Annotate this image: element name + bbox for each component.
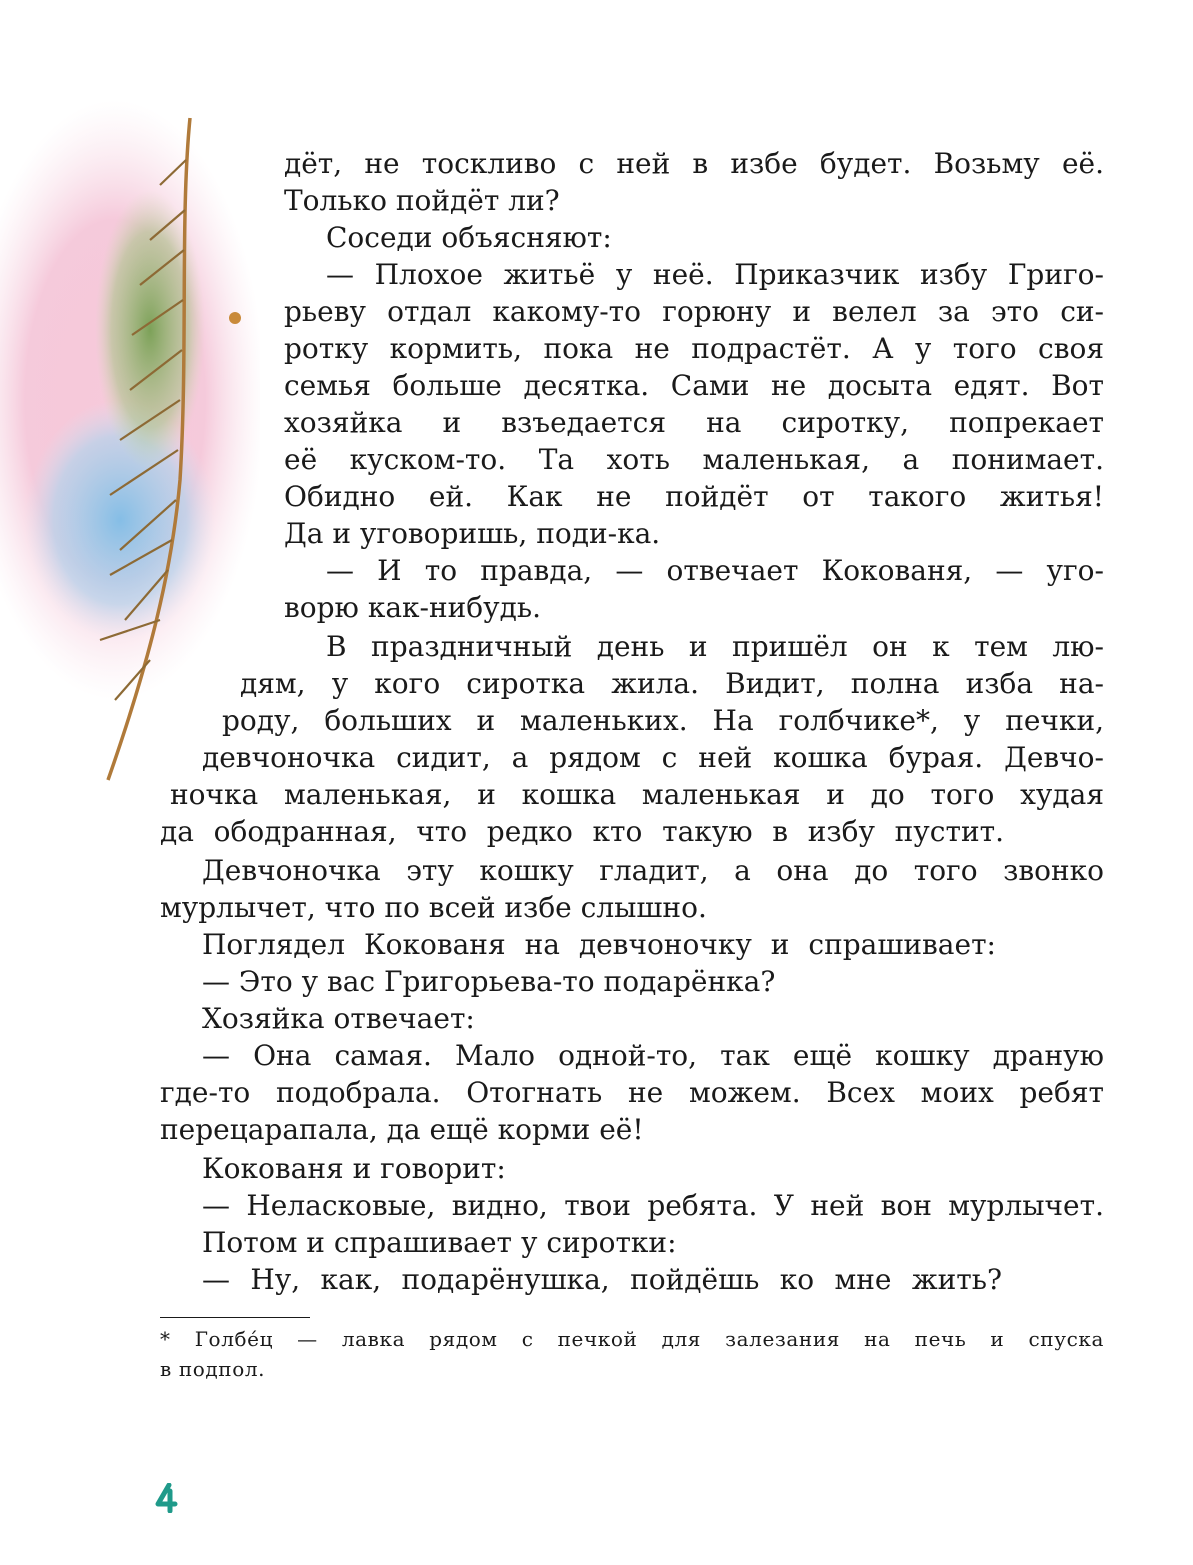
text-line: ротку кормить, пока не подрастёт. А у того своя (284, 332, 1104, 365)
footnote-line: в подпол. (160, 1357, 266, 1381)
text-line: семья больше десятка. Сами не досыта едят. Вот (284, 369, 1104, 402)
text-line: дёт, не тоскливо с ней в избе будет. Возьму её. (284, 147, 1104, 180)
text-line: — Это у вас Григорьева-то подарёнка? (202, 965, 776, 998)
text-line: ворю как-нибудь. (284, 591, 542, 624)
text-line: — И то правда, — отвечает Кокованя, — уго- (326, 554, 1104, 587)
text-line: — Она самая. Мало одной-то, так ещё кошку драную (202, 1039, 1104, 1072)
page-number-text: 4 (155, 1483, 156, 1484)
footnote-divider (160, 1317, 310, 1318)
text-line: ночка маленькая, и кошка маленькая и до того худая (170, 778, 1104, 811)
small-insect (229, 312, 241, 324)
text-line: девчоночка сидит, а рядом с ней кошка бурая. Девчо- (202, 741, 1104, 774)
green-wash (95, 190, 205, 470)
text-line: Обидно ей. Как не пойдёт от такого житья! (284, 480, 1104, 513)
page-number-icon (155, 1483, 181, 1513)
text-line: — Плохое житьё у неё. Приказчик избу Григо- (326, 258, 1104, 291)
text-line: — Неласковые, видно, твои ребята. У ней вон мурлычет. (202, 1189, 1104, 1222)
text-line: Только пойдёт ли? (284, 184, 560, 217)
text-line: перецарапала, да ещё корми её! (160, 1113, 644, 1146)
text-line: Хозяйка отвечает: (202, 1002, 475, 1035)
text-line: Потом и спрашивает у сиротки: (202, 1226, 677, 1259)
text-line: Кокованя и говорит: (202, 1152, 506, 1185)
text-line: Поглядел Кокованя на девчоночку и спрашивает: (202, 928, 996, 961)
text-line: мурлычет, что по всей избе слышно. (160, 891, 707, 924)
text-line: Да и уговоришь, поди-ка. (284, 517, 661, 550)
text-line: дям, у кого сиротка жила. Видит, полна изба на- (240, 667, 1104, 700)
text-line: Девчоночка эту кошку гладит, а она до того звонко (202, 854, 1104, 887)
fir-tree-illustration (0, 100, 260, 800)
text-line: рьеву отдал какому-то горюну и велел за это си- (284, 295, 1104, 328)
text-line: да ободранная, что редко кто такую в избу пустит. (160, 815, 1004, 848)
text-line: хозяйка и взъедается на сиротку, попрекает (284, 406, 1104, 439)
text-line: её куском-то. Та хоть маленькая, а понимает. (284, 443, 1104, 476)
footnote-line: * Голбе́ц — лавка рядом с печкой для залезания на печь и спуска (160, 1327, 1104, 1351)
text-line: роду, больших и маленьких. На голбчике*, у печки, (222, 704, 1104, 737)
text-line: Соседи объясняют: (326, 221, 612, 254)
text-line: где-то подобрала. Отогнать не можем. Всех моих ребят (160, 1076, 1104, 1109)
text-line: В праздничный день и пришёл он к тем лю- (326, 630, 1104, 663)
text-line: — Ну, как, подарёнушка, пойдёшь ко мне жить? (202, 1263, 1002, 1296)
